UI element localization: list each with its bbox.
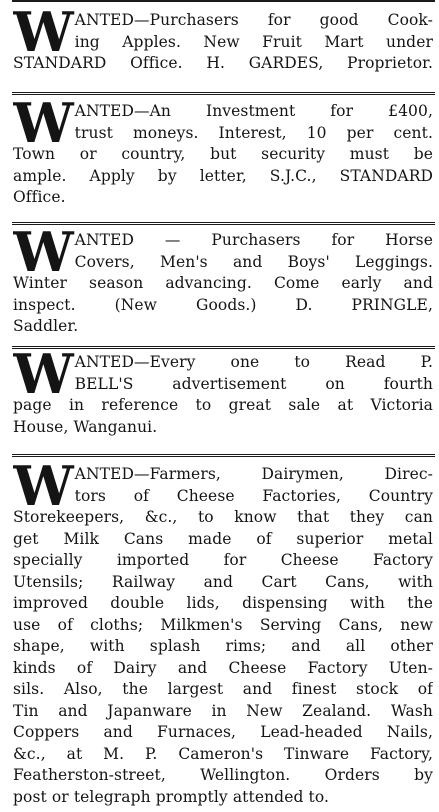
advert-line: ANTED—Purchasers for good Cook- (74, 11, 433, 29)
advert-line: ANTED—An Investment for £400, (74, 102, 433, 120)
advert-line: improved double lids, dispensing with the (13, 594, 433, 612)
advert-line: Coppers and Furnaces, Lead-headed Nails, (13, 723, 433, 741)
drop-cap: W (13, 230, 72, 284)
advert-investment (13, 101, 433, 216)
advert-divider (12, 222, 435, 225)
advert-line: ample. Apply by letter, S.J.C., STANDARD (13, 166, 433, 185)
advert-line: Utensils; Railway and Cart Cans, with (13, 572, 433, 591)
drop-cap: W (13, 101, 72, 155)
advert-line: kinds of Dairy and Cheese Factory Uten- (13, 658, 433, 677)
advert-line: Office. (13, 188, 66, 206)
advert-divider (12, 92, 435, 95)
advert-line: &c., at M. P. Cameron's Tinware Factory, (13, 744, 433, 763)
advert-line: Winter season advancing. Come early and (13, 274, 433, 292)
advert-divider (12, 346, 435, 349)
column-rule-top (12, 0, 435, 2)
advert-line: Tin and Japanware in New Zealand. Wash (13, 701, 433, 720)
advert-line: get Milk Cans made of superior metal (13, 529, 433, 548)
advert-line: shape, with splash rims; and all other (13, 637, 433, 655)
advert-divider (12, 454, 435, 457)
advert-line: House, Wanganui. (13, 417, 158, 436)
advert-line: post or telegraph promptly attended to. (13, 787, 330, 806)
drop-cap: W (13, 10, 72, 64)
advert-line: Town or country, but security must be (13, 145, 433, 163)
advert-line: specially imported for Cheese Factory (13, 551, 433, 569)
advert-victoria-house (13, 352, 433, 444)
advert-line: ANTED—Farmers, Dairymen, Direc- (74, 465, 433, 483)
advert-milk-cans (13, 464, 433, 810)
advert-line: ing Apples. New Fruit Mart under (74, 32, 433, 51)
advert-line: ANTED — Purchasers for Horse (74, 231, 433, 249)
advert-line: Storekeepers, &c., to know that they can (13, 508, 433, 526)
advert-line: tors of Cheese Factories, Country (74, 486, 433, 505)
advert-line: page in reference to great sale at Victoria (13, 396, 433, 414)
advert-line: Featherston-street, Wellington. Orders by (13, 766, 433, 784)
advert-fruit-mart (13, 10, 433, 88)
advert-line: inspect. (New Goods.) D. PRINGLE, (13, 295, 433, 314)
advert-line: trust moneys. Interest, 10 per cent. (74, 123, 433, 142)
advert-saddler (13, 230, 433, 345)
advert-line: STANDARD Office. H. GARDES, Proprietor. (13, 54, 433, 72)
drop-cap: W (13, 464, 72, 518)
advert-line: Covers, Men's and Boys' Leggings. (74, 252, 433, 271)
advert-line: use of cloths; Milkmen's Serving Cans, new (13, 615, 433, 634)
advert-line: Saddler. (13, 317, 79, 335)
advert-line: BELL'S advertisement on fourth (74, 374, 433, 393)
advert-line: sils. Also, the largest and finest stock of (13, 680, 433, 698)
drop-cap: W (13, 352, 72, 406)
advert-line: ANTED—Every one to Read P. (74, 353, 433, 371)
